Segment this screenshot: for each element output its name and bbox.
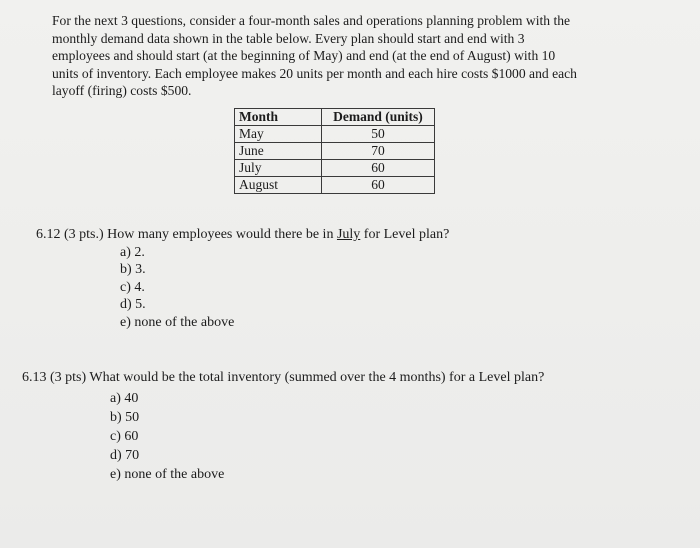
question-suffix: for Level plan? <box>360 227 450 242</box>
intro-line: units of inventory. Each employee makes 20 units per month and each hire costs $1000 and each <box>52 65 577 81</box>
answer-option: c) 60 <box>110 428 139 444</box>
answer-option: d) 70 <box>110 447 140 463</box>
question-6-12 <box>36 226 449 331</box>
month-column-header: Month <box>235 109 322 126</box>
answer-option: a) 2. <box>120 244 145 260</box>
answer-options <box>120 244 449 332</box>
intro-line: monthly demand data shown in the table below. Every plan should start and end with 3 <box>52 30 525 46</box>
month-cell: May <box>235 126 322 143</box>
demand-cell: 60 <box>322 160 435 177</box>
month-cell: June <box>235 143 322 160</box>
answer-option: d) 5. <box>120 297 146 312</box>
intro-line: employees and should start (at the beginning of May) and end (at the end of August) with 10 <box>52 48 556 63</box>
table-row <box>235 177 435 194</box>
answer-option: e) none of the above <box>120 314 235 330</box>
question-text <box>36 226 449 244</box>
answer-option: b) 3. <box>120 262 146 277</box>
demand-column-header: Demand (units) <box>322 109 435 126</box>
table-header-row <box>235 109 435 126</box>
demand-cell: 70 <box>322 143 435 160</box>
table-row <box>235 143 435 160</box>
demand-table <box>234 108 435 194</box>
table-row <box>235 126 435 143</box>
answer-options <box>110 389 544 484</box>
answer-option: a) 40 <box>110 390 139 406</box>
question-underlined-word: July <box>336 227 361 242</box>
answer-option: c) 4. <box>120 279 145 295</box>
answer-option: e) none of the above <box>110 466 225 482</box>
answer-option: b) 50 <box>110 409 140 425</box>
demand-cell: 50 <box>322 126 435 143</box>
intro-line: layoff (firing) costs $500. <box>52 83 192 98</box>
intro-line: For the next 3 questions, consider a four-month sales and operations planning problem with the <box>52 13 571 28</box>
table-row <box>235 160 435 177</box>
month-cell: July <box>235 160 322 177</box>
month-cell: August <box>235 177 322 194</box>
question-6-13 <box>22 369 544 484</box>
question-text: 6.13 (3 pts) What would be the total inventory (summed over the 4 months) for a Level plan? <box>22 370 545 385</box>
problem-intro <box>52 12 632 100</box>
demand-cell: 60 <box>322 177 435 194</box>
question-prefix: 6.12 (3 pts.) How many employees would there be in <box>36 227 337 242</box>
